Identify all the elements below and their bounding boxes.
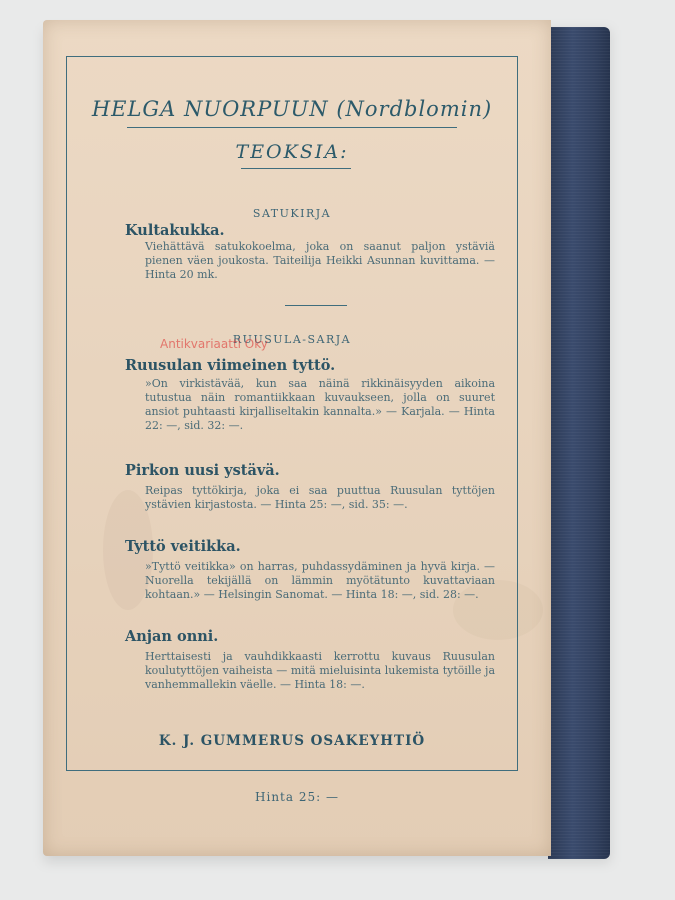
book-description: Reipas tyttökirja, joka ei saa puuttua Ruusulan tyttöjen ystävien kirjastosta. — Hinta 25: —, sid. 35: —. xyxy=(145,484,495,511)
title-underline xyxy=(127,127,457,128)
works-underline xyxy=(241,168,351,169)
section-divider xyxy=(285,305,347,306)
book-spine xyxy=(548,27,610,859)
book-description: Viehättävä satukokoelma, joka on saanut paljon ystäviä pienen väen joukosta. Taiteilija Heikki Asunnan kuvittama. — Hinta 20 mk. xyxy=(145,240,495,281)
works-heading: TEOKSIA: xyxy=(235,141,349,163)
book-title-anjan-onni: Anjan onni. xyxy=(125,628,219,645)
book-title-ruusulan-viimeinen: Ruusulan viimeinen tyttö. xyxy=(125,357,336,374)
book-description: Herttaisesti ja vauhdikkaasti kerrottu kuvaus Ruusulan koulutyttöjen vaiheista — mitä mieluisinta lukemista tytöille ja vanhemmallekin väelle. — Hinta 18: —. xyxy=(145,650,495,691)
book-title-tytto-veitikka: Tyttö veitikka. xyxy=(125,538,241,555)
book-title-kultakukka: Kultakukka. xyxy=(125,222,225,239)
book-price: Hinta 25: — xyxy=(255,790,339,804)
book-description: »Tyttö veitikka» on harras, puhdassydäminen ja hyvä kirja. — Nuorella tekijällä on lämmin myötätunto kuvattaviaan kohtaan.» — Helsingin Sanomat. — Hinta 18: —, sid. 28: —. xyxy=(145,560,495,601)
book-description: »On virkistävää, kun saa näinä rikkinäisyyden aikoina tutustua näin romantiikkaan kuvaukseen, jolla on suuret ansiot puhtaasti kirjalliseltakin kannalta.» — Karjala. — Hinta 22: —, sid. 32: —. xyxy=(145,377,495,432)
watermark-text: Antikvariaatti Oky xyxy=(160,337,268,351)
advert-frame xyxy=(66,56,518,771)
section-label-ruusula: RUUSULA-SARJA xyxy=(232,333,352,346)
publisher-name: K. J. GUMMERUS OSAKEYHTIÖ xyxy=(158,733,426,749)
section-label-satukirja: SATUKIRJA xyxy=(252,207,332,220)
book-title-pirkon-uusi: Pirkon uusi ystävä. xyxy=(125,462,280,479)
author-title: HELGA NUORPUUN (Nordblomin) xyxy=(91,97,493,121)
